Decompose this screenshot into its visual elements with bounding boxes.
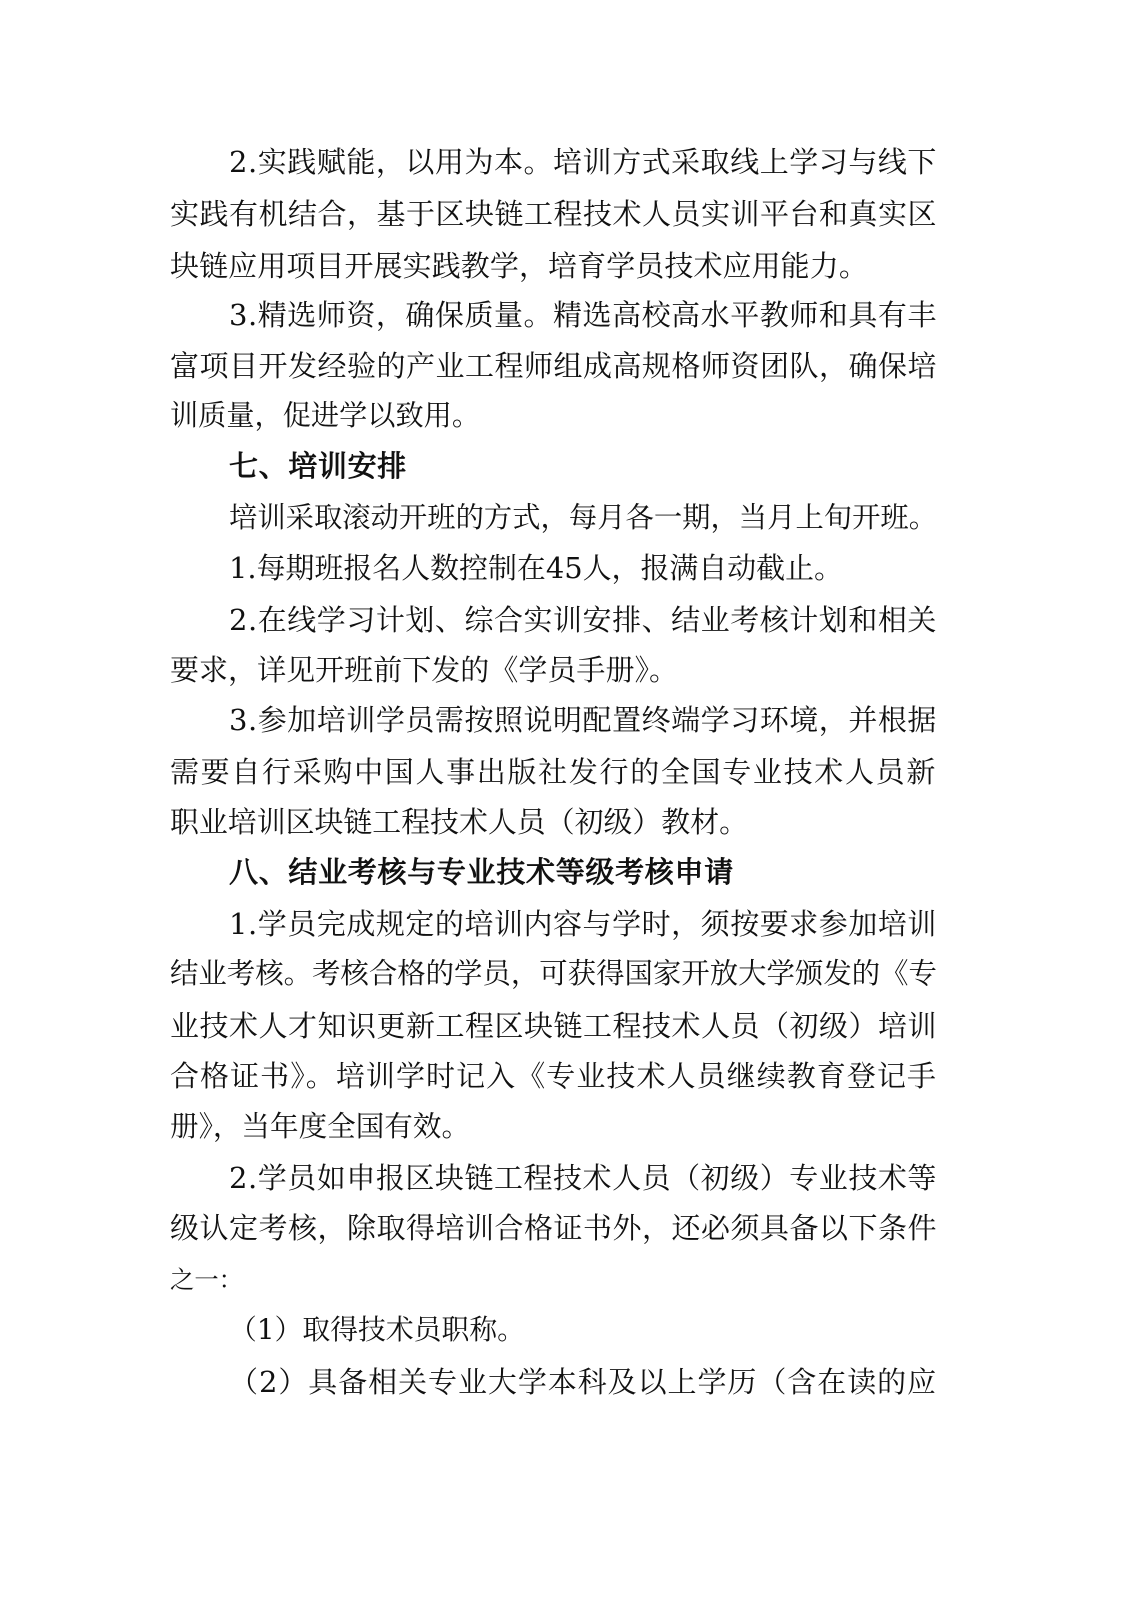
line-text: 需要自行采购中国人事出版社发行的全国专业技术人员新 (170, 755, 938, 789)
paragraph-line (0, 492, 1131, 544)
heading-text: 八、结业考核与专业技术等级考核申请 (229, 855, 734, 889)
line-text: 之一： (170, 1265, 243, 1294)
paragraph-line (0, 746, 1131, 798)
line-text: 2.在线学习计划、综合实训安排、结业考核计划和相关 (229, 603, 937, 637)
line-text: 培训采取滚动开班的方式，每月各一期，当月上旬开班。 (229, 501, 938, 534)
line-text: （2）具备相关专业大学本科及以上学历（含在读的应 (229, 1365, 938, 1399)
paragraph-line (0, 340, 1131, 392)
section-heading (0, 846, 1131, 898)
paragraph-line (0, 898, 1131, 950)
paragraph-line (0, 289, 1131, 341)
paragraph-line (0, 694, 1131, 746)
line-text: 1.学员完成规定的培训内容与学时，须按要求参加培训 (229, 907, 937, 941)
list-item (0, 1356, 1131, 1408)
paragraph-line (0, 644, 1131, 696)
heading-text: 七、培训安排 (229, 449, 407, 483)
paragraph-line (0, 948, 1131, 1000)
paragraph-line (0, 542, 1131, 594)
paragraph-line (0, 1050, 1131, 1102)
line-text: 1.每期班报名人数控制在45人，报满自动截止。 (229, 551, 843, 585)
list-item (0, 1304, 1131, 1356)
paragraph-line (0, 796, 1131, 848)
line-text: 富项目开发经验的产业工程师组成高规格师资团队，确保培 (170, 349, 938, 383)
line-text: 2.实践赋能，以用为本。培训方式采取线上学习与线下 (229, 145, 937, 179)
line-text: 3.精选师资，确保质量。精选高校高水平教师和具有丰 (229, 298, 937, 332)
paragraph-line (0, 1152, 1131, 1204)
line-text: 级认定考核，除取得培训合格证书外，还必须具备以下条件 (170, 1211, 938, 1245)
line-text: 3.参加培训学员需按照说明配置终端学习环境，并根据 (229, 703, 937, 737)
section-heading (0, 440, 1131, 492)
paragraph-line (0, 1100, 1131, 1152)
line-text: 合格证书》。培训学时记入《专业技术人员继续教育登记手 (170, 1059, 938, 1093)
line-text: 要求，详见开班前下发的《学员手册》。 (170, 653, 679, 687)
line-text: 块链应用项目开展实践教学，培育学员技术应用能力。 (170, 249, 868, 283)
line-text: 2.学员如申报区块链工程技术人员（初级）专业技术等 (229, 1161, 937, 1195)
line-text: 结业考核。考核合格的学员，可获得国家开放大学颁发的《专 (170, 957, 937, 990)
line-text: 职业培训区块链工程技术人员（初级）教材。 (170, 805, 749, 839)
paragraph-line (0, 136, 1131, 188)
line-text: 业技术人才知识更新工程区块链工程技术人员（初级）培训 (170, 1009, 938, 1043)
paragraph-line (0, 240, 1131, 292)
paragraph-line (0, 594, 1131, 646)
line-text: 册》，当年度全国有效。 (170, 1109, 471, 1143)
line-text: 实践有机结合，基于区块链工程技术人员实训平台和真实区 (170, 197, 938, 231)
paragraph-line (0, 1000, 1131, 1052)
paragraph-line (0, 390, 1131, 442)
line-text: （1）取得技术员职称。 (229, 1313, 525, 1346)
paragraph-line (0, 1202, 1131, 1254)
paragraph-line (0, 188, 1131, 240)
line-text: 训质量，促进学以致用。 (170, 399, 480, 432)
paragraph-line (0, 1254, 1131, 1306)
